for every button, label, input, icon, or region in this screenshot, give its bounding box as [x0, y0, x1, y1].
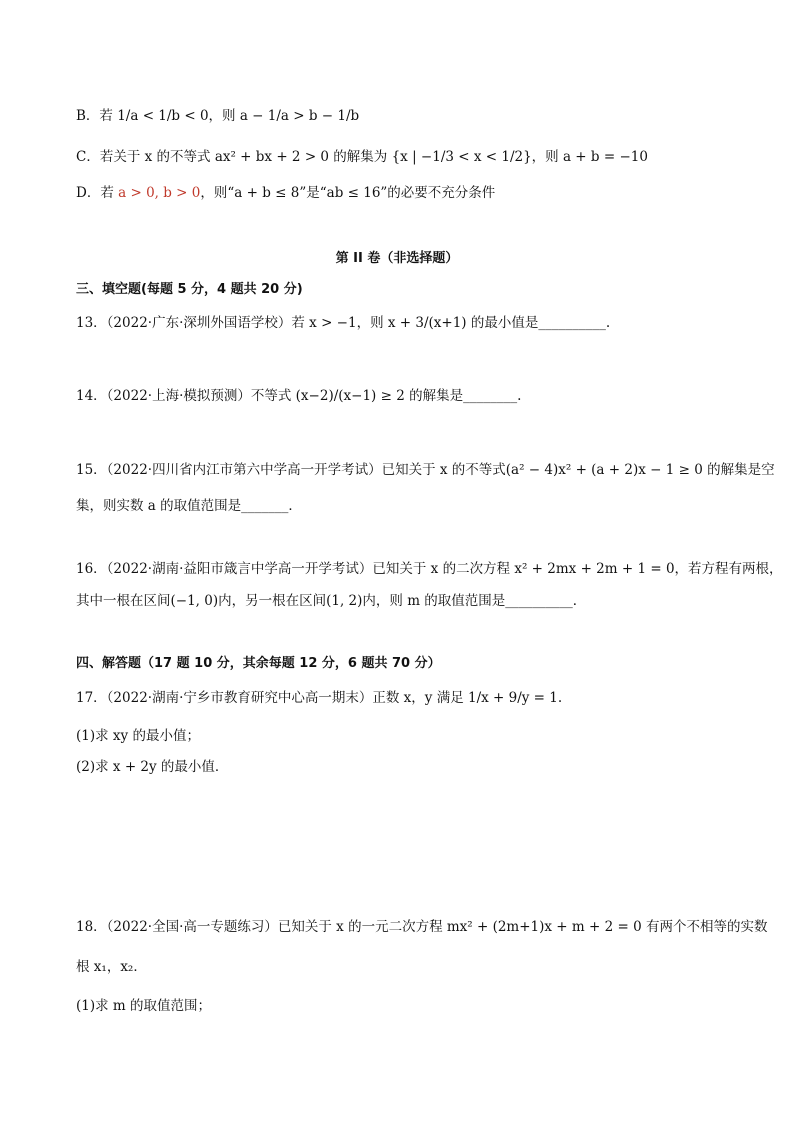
part2-title: 第 II 卷（非选择题）: [335, 251, 459, 266]
question-17-part1: (1)求 xy 的最小值；: [76, 728, 200, 744]
question-18-line1: 18．（2022·全国·高一专题练习）已知关于 x 的一元二次方程 mx² + (2m+1)x + m + 2 = 0 有两个不相等的实数: [76, 919, 768, 935]
question-15-line1: 15．（2022·四川省内江市第六中学高一开学考试）已知关于 x 的不等式(a² − 4)x² + (a + 2)x − 1 ≥ 0 的解集是空: [76, 462, 775, 478]
option-d-condition: a > 0, b > 0: [118, 185, 201, 201]
question-15-line2: 集，则实数 a 的取值范围是_______．: [76, 498, 302, 514]
section4-title: 四、解答题（17 题 10 分，其余每题 12 分，6 题共 70 分）: [76, 656, 441, 671]
option-b: B．若 1/a < 1/b < 0，则 a − 1/a > b − 1/b: [76, 108, 360, 124]
option-d-prefix: D．若: [76, 185, 119, 201]
question-17-part2: (2)求 x + 2y 的最小值．: [76, 759, 229, 775]
question-16-line1: 16．（2022·湖南·益阳市箴言中学高一开学考试）已知关于 x 的二次方程 x² + 2mx + 2m + 1 = 0，若方程有两根，: [76, 561, 783, 577]
section3-title: 三、填空题(每题 5 分，4 题共 20 分): [76, 282, 303, 297]
option-d: [76, 183, 754, 203]
question-13: 13．（2022·广东·深圳外国语学校）若 x > −1，则 x + 3/(x+1) 的最小值是__________.: [76, 315, 611, 331]
question-17: 17．（2022·湖南·宁乡市教育研究中心高一期末）正数 x，y 满足 1/x + 9/y = 1.: [76, 690, 563, 706]
option-d-suffix: ，则“a + b ≤ 8”是“ab ≤ 16”的必要不充分条件: [200, 185, 496, 201]
question-14: 14．（2022·上海·模拟预测）不等式 (x−2)/(x−1) ≥ 2 的解集是________.: [76, 388, 522, 404]
question-16-line2: 其中一根在区间(−1, 0)内，另一根在区间(1, 2)内，则 m 的取值范围是__________．: [76, 593, 587, 609]
question-18-part1: (1)求 m 的取值范围；: [76, 998, 212, 1014]
question-18-line2: 根 x₁，x₂．: [76, 959, 147, 975]
option-c: C．若关于 x 的不等式 ax² + bx + 2 > 0 的解集为 {x | −1/3 < x < 1/2}，则 a + b = −10: [76, 149, 648, 165]
